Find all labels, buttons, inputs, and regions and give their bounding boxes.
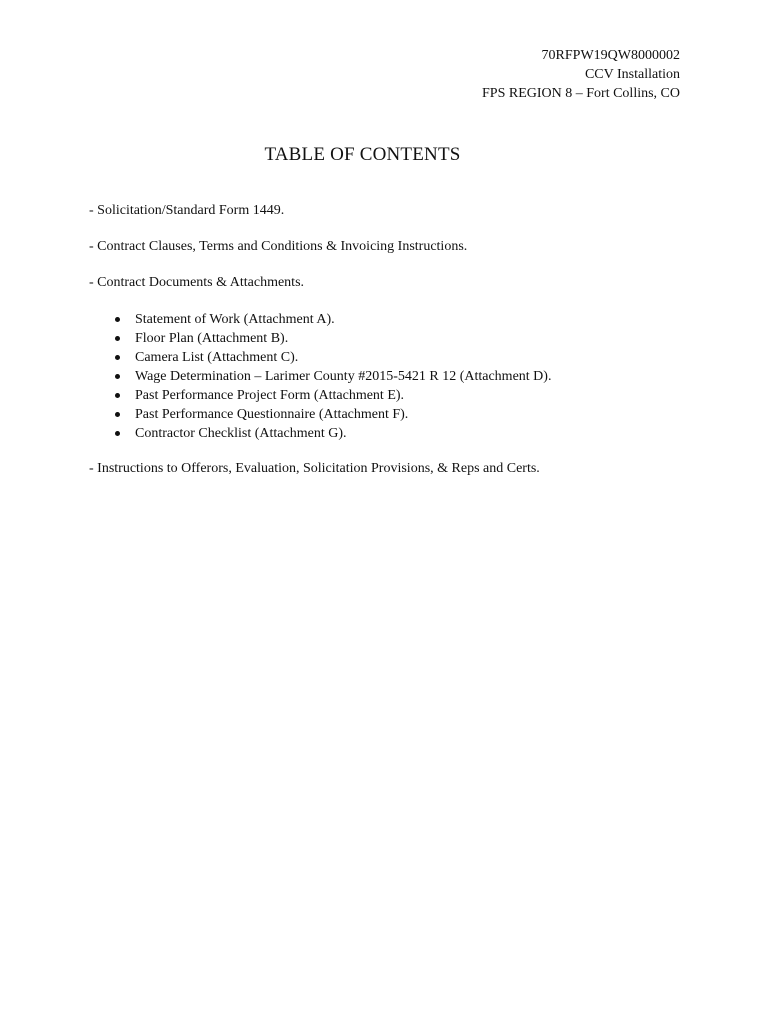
project-name: CCV Installation [584, 67, 680, 82]
attachment-item-a [112, 310, 551, 329]
attachment-item-c [112, 348, 551, 367]
attachment-label: Wage Determination – Larimer County #2015-5421 R 12 (Attachment D). [135, 369, 552, 384]
toc-entry-contract-clauses: - Contract Clauses, Terms and Conditions & Invoicing Instructions. [89, 239, 468, 254]
attachment-item-d [112, 367, 551, 386]
bullet-icon [115, 317, 120, 322]
attachment-label: Past Performance Project Form (Attachment E). [135, 388, 405, 403]
attachment-list [112, 310, 551, 443]
document-header [482, 46, 680, 103]
toc-entry-solicitation-form: - Solicitation/Standard Form 1449. [89, 203, 285, 218]
toc-entry-instructions-to-offerors: - Instructions to Offerors, Evaluation, Solicitation Provisions, & Reps and Certs. [89, 461, 540, 476]
attachment-label: Contractor Checklist (Attachment G). [135, 426, 347, 441]
attachment-item-b [112, 329, 551, 348]
toc-title: TABLE OF CONTENTS [264, 144, 461, 165]
bullet-icon [115, 393, 120, 398]
toc-entry-contract-documents: - Contract Documents & Attachments. [89, 275, 305, 290]
attachment-label: Statement of Work (Attachment A). [135, 312, 335, 327]
attachment-label: Past Performance Questionnaire (Attachment F). [135, 407, 409, 422]
attachment-item-e [112, 386, 551, 405]
attachment-label: Camera List (Attachment C). [135, 350, 299, 365]
attachment-label: Floor Plan (Attachment B). [135, 331, 289, 346]
bullet-icon [115, 374, 120, 379]
bullet-icon [115, 412, 120, 417]
attachment-item-g [112, 424, 551, 443]
bullet-icon [115, 336, 120, 341]
attachment-item-f [112, 405, 551, 424]
solicitation-number: 70RFPW19QW8000002 [541, 48, 680, 63]
bullet-icon [115, 355, 120, 360]
region-location: FPS REGION 8 – Fort Collins, CO [482, 86, 680, 101]
bullet-icon [115, 431, 120, 436]
